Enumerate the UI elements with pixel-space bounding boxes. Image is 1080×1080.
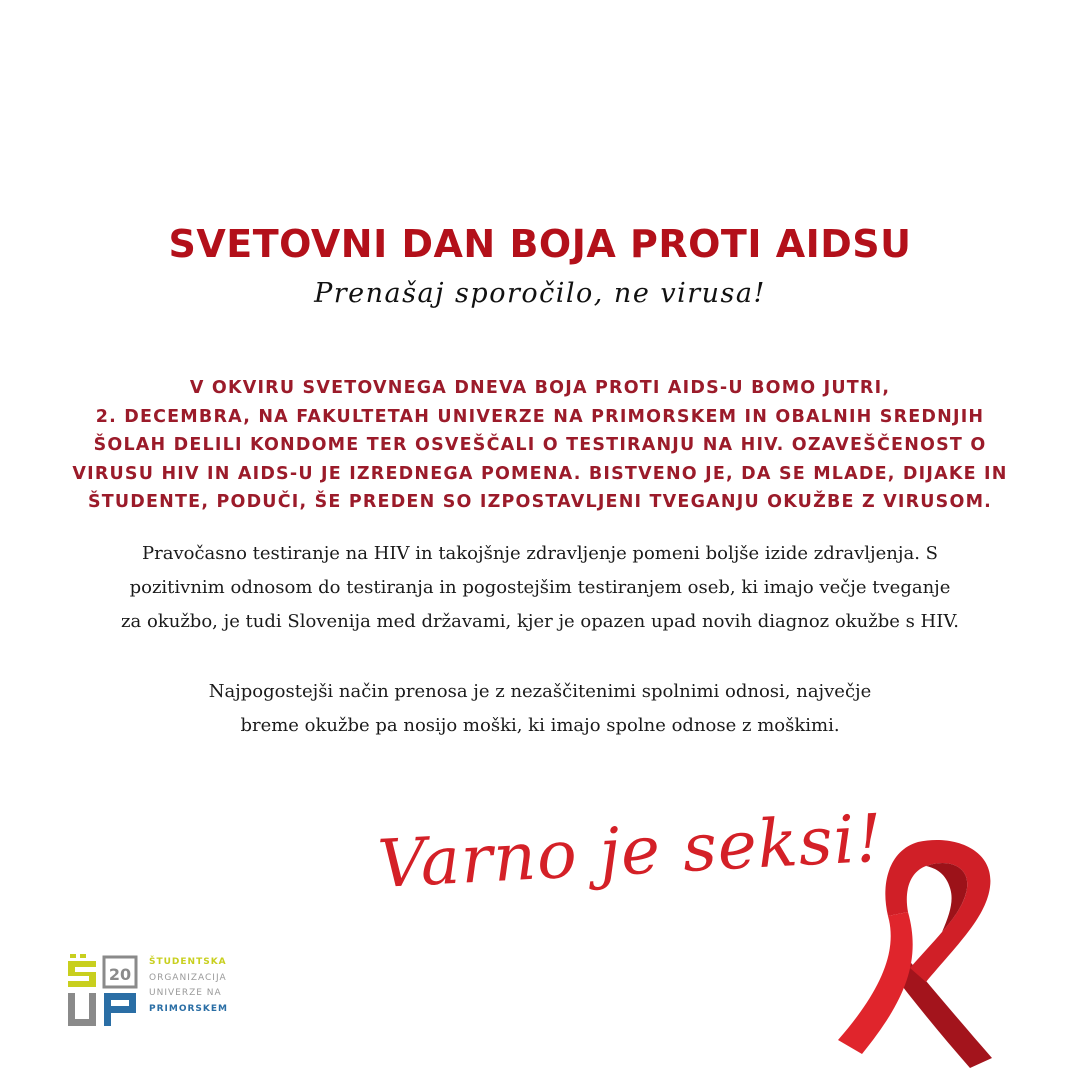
lead-line: ŠOLAH DELILI KONDOME TER OSVEŠČALI O TESTIRANJU NA HIV. OZAVEŠČENOST O (93, 435, 987, 455)
page-title: SVETOVNI DAN BOJA PROTI AIDSU (168, 222, 912, 266)
page-subtitle: Prenašaj sporočilo, ne virusa! (314, 278, 766, 309)
lead-line: V OKVIRU SVETOVNEGA DNEVA BOJA PROTI AIDS-U BOMO JUTRI, (189, 378, 891, 398)
red-ribbon-icon (830, 832, 1010, 1072)
logo-line: ORGANIZACIJA (149, 972, 227, 983)
body-paragraph-1 (40, 537, 1040, 639)
sup-logo-icon (66, 953, 140, 1027)
slogan: Varno je seksi! (375, 799, 885, 903)
logo-line: PRIMORSKEM (149, 1003, 228, 1014)
paragraph-line: Pravočasno testiranje na HIV in takojšnje zdravljenje pomeni boljše izide zdravljenja. S (142, 543, 938, 564)
lead-line: 2. DECEMBRA, NA FAKULTETAH UNIVERZE NA PRIMORSKEM IN OBALNIH SREDNJIH (95, 406, 985, 427)
paragraph-line: za okužbo, je tudi Slovenija med državami, kjer je opazen upad novih diagnoz okužbe s HIV. (121, 611, 959, 632)
logo-line: UNIVERZE NA (149, 988, 222, 998)
lead-paragraph (60, 374, 1020, 517)
logo-badge: 20 (108, 965, 132, 984)
logo-line: ŠTUDENTSKA (149, 957, 227, 967)
body-paragraph-2 (40, 675, 1040, 743)
logo-text (149, 955, 228, 1017)
lead-line: VIRUSU HIV IN AIDS-U JE IZREDNEGA POMENA. BISTVENO JE, DA SE MLADE, DIJAKE IN (72, 463, 1008, 484)
paragraph-line: breme okužbe pa nosijo moški, ki imajo spolne odnose z moškimi. (240, 715, 840, 736)
lead-line: ŠTUDENTE, PODUČI, ŠE PREDEN SO IZPOSTAVLJENI TVEGANJU OKUŽBE Z VIRUSOM. (87, 492, 993, 512)
paragraph-line: pozitivnim odnosom do testiranja in pogostejšim testiranjem oseb, ki imajo večje tveganje (129, 577, 951, 598)
paragraph-line: Najpogostejši način prenosa je z nezaščitenimi spolnimi odnosi, največje (208, 681, 872, 702)
